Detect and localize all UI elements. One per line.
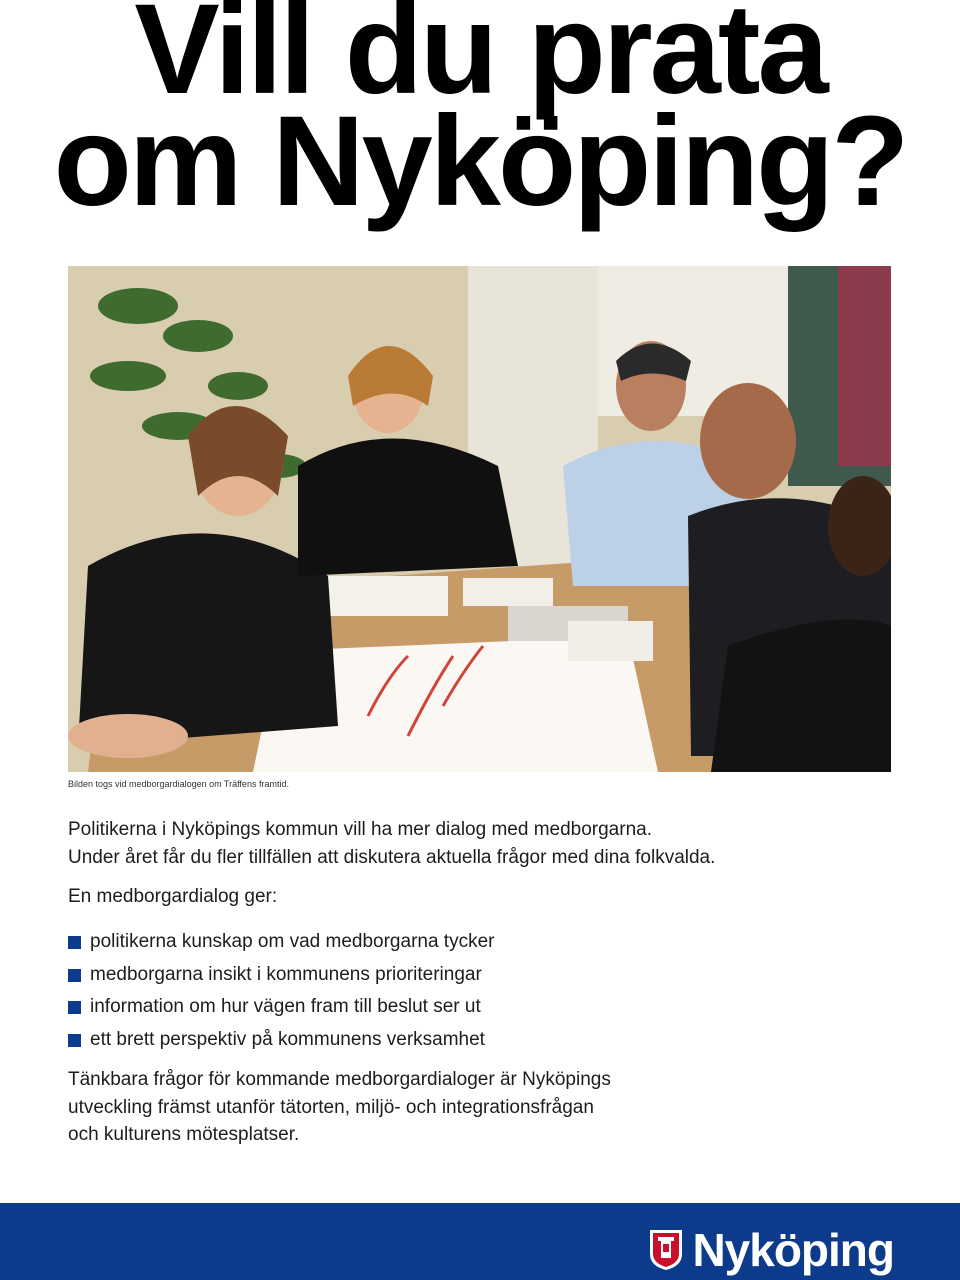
intro-line-1: Politikerna i Nyköpings kommun vill ha mer dialog med medborgarna. (68, 819, 652, 840)
photo-caption: Bilden togs vid medborgardialogen om Träffens framtid. (68, 779, 289, 789)
intro-line-2: Under året får du fler tillfällen att diskutera aktuella frågor med dina folkvalda. (68, 847, 716, 868)
intro-text (68, 816, 908, 872)
headline (0, 0, 960, 233)
bullet-square-icon (68, 1001, 81, 1014)
list-item (68, 926, 494, 959)
closing-line-3: och kulturens mötesplatser. (68, 1124, 300, 1145)
bullet-square-icon (68, 1034, 81, 1047)
footer-bar (0, 1203, 960, 1280)
benefits-heading: En medborgardialog ger: (68, 886, 278, 907)
bullet-square-icon (68, 936, 81, 949)
benefits-list (68, 926, 494, 1056)
closing-text (68, 1066, 708, 1149)
list-item-text: politikerna kunskap om vad medborgarna tycker (90, 931, 495, 952)
meeting-photo (68, 266, 891, 772)
logo-text: Nyköping (692, 1224, 894, 1276)
list-item-text: information om hur vägen fram till beslut ser ut (90, 996, 481, 1017)
headline-line-1: Vill du prata (134, 0, 826, 121)
headline-line-2: om Nyköping? (53, 90, 907, 233)
list-item (68, 1024, 494, 1057)
meeting-photo-illustration (68, 266, 891, 772)
list-item (68, 991, 494, 1024)
list-item-text: ett brett perspektiv på kommunens verksamhet (90, 1028, 485, 1050)
list-item-text: medborgarna insikt i kommunens prioriteringar (90, 963, 482, 985)
nykoping-logo (648, 1225, 894, 1275)
nykoping-crest-icon (648, 1228, 684, 1272)
closing-line-1: Tänkbara frågor för kommande medborgardialoger är Nyköpings (68, 1069, 611, 1090)
list-item (68, 959, 494, 992)
bullet-square-icon (68, 969, 81, 982)
closing-line-2: utveckling främst utanför tätorten, miljö- och integrationsfrågan (68, 1096, 594, 1118)
